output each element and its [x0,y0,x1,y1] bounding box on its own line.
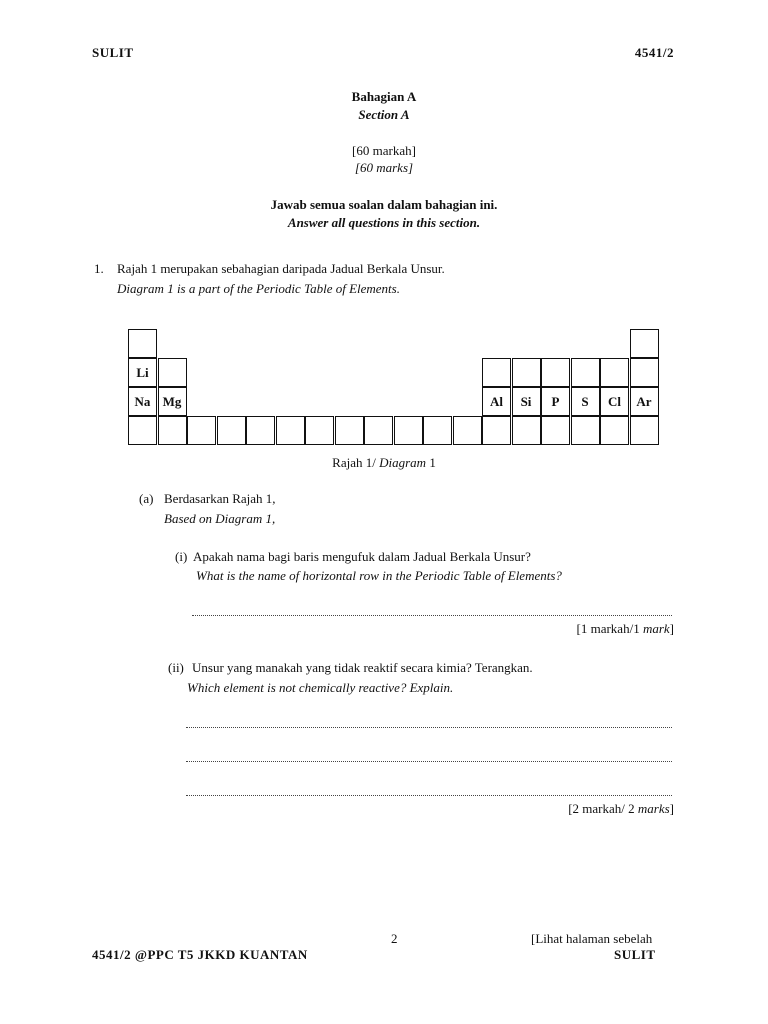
element-cell-empty [600,358,629,387]
answer-line-ii-1[interactable] [186,727,672,728]
part-a-label: (a) [139,491,154,506]
element-cell-empty [335,416,364,445]
element-cell-al: Al [482,387,511,416]
element-cell-mg: Mg [158,387,187,416]
element-cell-empty [630,329,659,358]
element-cell-empty [246,416,275,445]
part-a-i-marks-ms: [1 markah/1 [576,621,643,636]
element-cell-empty [600,416,629,445]
answer-line-ii-2[interactable] [186,761,672,762]
part-a-i-text-ms: Apakah nama bagi baris mengufuk dalam Jadual Berkala Unsur? [193,549,531,564]
next-page-note: [Lihat halaman sebelah [531,931,653,946]
element-cell-empty [630,358,659,387]
part-a-ii-marks-ms: [2 markah/ 2 [568,801,638,816]
element-cell-p: P [541,387,570,416]
element-cell-cl: Cl [600,387,629,416]
part-a-text-ms: Berdasarkan Rajah 1, [164,491,276,506]
part-a-ii-marks-en: marks [637,801,670,816]
page-number: 2 [391,931,398,946]
element-cell-empty [187,416,216,445]
element-cell-empty [630,416,659,445]
part-a-text-en: Based on Diagram 1, [164,511,276,526]
answer-line-ii-3[interactable] [186,795,672,796]
footer-sulit: SULIT [614,947,656,962]
part-a-i-marks-close: ] [669,621,674,636]
section-title-en: Section A [358,107,410,122]
part-a-i-marks [577,621,674,637]
element-cell-empty [482,358,511,387]
header-sulit: SULIT [92,45,134,60]
element-cell-empty [128,329,157,358]
part-a-ii-text-ms: Unsur yang manakah yang tidak reaktif secara kimia? Terangkan. [192,660,533,675]
element-cell-empty [571,358,600,387]
footer-code: 4541/2 @PPC T5 JKKD KUANTAN [92,947,308,962]
answer-line-i[interactable] [192,615,672,616]
element-cell-si: Si [512,387,541,416]
element-cell-empty [128,416,157,445]
element-cell-empty [423,416,452,445]
element-cell-li: Li [128,358,157,387]
element-cell-empty [364,416,393,445]
diagram-caption-en: Diagram [379,455,427,470]
element-cell-empty [217,416,246,445]
section-marks-ms: [60 markah] [352,143,416,158]
element-cell-empty [276,416,305,445]
element-cell-ar: Ar [630,387,659,416]
element-cell-s: S [571,387,600,416]
diagram-caption-ms: Rajah 1/ [332,455,380,470]
instruction-en: Answer all questions in this section. [287,215,481,230]
section-title-ms: Bahagian A [351,89,417,104]
part-a-i-label: (i) [175,549,188,564]
section-marks-en: [60 marks] [354,160,414,175]
element-cell-empty [158,358,187,387]
element-cell-empty [541,358,570,387]
part-a-i-text-en: What is the name of horizontal row in the Periodic Table of Elements? [196,568,562,583]
part-a-ii-marks [568,801,674,817]
element-cell-empty [512,416,541,445]
header-paper-code: 4541/2 [634,45,674,60]
element-cell-empty [571,416,600,445]
instruction-ms: Jawab semua soalan dalam bahagian ini. [270,197,498,212]
diagram-caption-number: 1 [426,455,436,470]
part-a-i-marks-en: mark [642,621,670,636]
question-text-ms: Rajah 1 merupakan sebahagian daripada Jadual Berkala Unsur. [117,261,445,276]
part-a-ii-label: (ii) [168,660,184,675]
part-a-ii-text-en: Which element is not chemically reactive? Explain. [187,680,454,695]
question-text-en: Diagram 1 is a part of the Periodic Table of Elements. [117,281,400,296]
element-cell-empty [541,416,570,445]
element-cell-empty [158,416,187,445]
element-cell-empty [512,358,541,387]
question-number: 1. [94,261,104,276]
part-a-ii-marks-close: ] [669,801,674,816]
element-cell-empty [305,416,334,445]
element-cell-empty [394,416,423,445]
element-cell-empty [453,416,482,445]
element-cell-na: Na [128,387,157,416]
diagram-caption [0,455,768,471]
element-cell-empty [482,416,511,445]
